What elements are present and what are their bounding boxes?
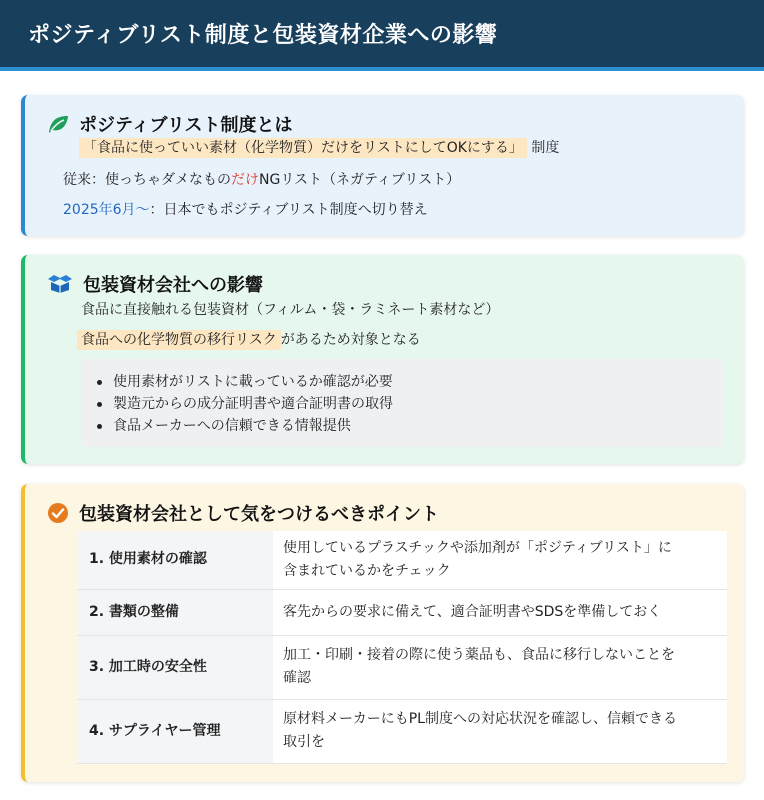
date-label: 2025年6月〜	[63, 202, 150, 218]
point-value-line: 客先からの要求に備えて、適合証明書やSDSを準備しておく	[283, 603, 662, 620]
page-header	[0, 0, 764, 71]
legacy-emphasis: だけ	[231, 172, 259, 188]
point-key: 2. 書類の整備	[77, 589, 273, 635]
section3-title: 包装資材会社として気をつけるべきポイント	[79, 504, 439, 525]
packaging-line	[81, 299, 499, 319]
point-value	[273, 589, 727, 635]
table-row	[77, 589, 727, 635]
packaging-text: 食品に直接触れる包装資材（フィルム・袋・ラミネート素材など）	[81, 302, 500, 318]
section1-title: ポジティブリスト制度とは	[79, 115, 293, 136]
section2-title: 包装資材会社への影響	[83, 275, 263, 296]
list-item: 製造元からの成分証明書や適合証明書の取得	[91, 393, 723, 415]
point-value	[273, 699, 727, 763]
point-value-line: 原材料メーカーにもPL制度への対応状況を確認し、信頼できる	[283, 711, 677, 727]
table-row	[77, 531, 727, 589]
definition-suffix: 制度	[531, 140, 560, 156]
page-title: ポジティブリスト制度と包装資材企業への影響	[28, 23, 498, 48]
table-row	[77, 699, 727, 763]
point-value	[273, 635, 727, 699]
legacy-suffix: NGリスト（ネガティブリスト）	[259, 172, 461, 188]
date-text: ：日本でもポジティブリスト制度へ切り替え	[149, 202, 428, 218]
section2-header	[47, 271, 263, 297]
point-value-line: 含まれているかをチェック	[283, 562, 451, 579]
point-value	[273, 531, 727, 589]
leaf-icon	[47, 114, 69, 134]
point-value-line: 確認	[283, 670, 311, 686]
date-line	[63, 199, 428, 219]
risk-line	[77, 329, 421, 349]
point-value-line: 加工・印刷・接着の際に使う薬品も、食品に移行しないことを	[283, 647, 675, 663]
definition-line	[79, 137, 559, 157]
point-key: 1. 使用素材の確認	[77, 531, 273, 589]
impact-card	[21, 255, 744, 464]
box-icon	[47, 274, 73, 294]
check-circle-icon	[47, 502, 69, 524]
list-item: 食品メーカーへの信頼できる情報提供	[91, 415, 723, 437]
points-card	[21, 484, 744, 782]
impact-bullet-list	[81, 359, 723, 447]
table-row	[77, 635, 727, 699]
legacy-line	[63, 169, 460, 189]
section1-header	[47, 111, 292, 137]
point-key: 4. サプライヤー管理	[77, 699, 273, 763]
point-key: 3. 加工時の安全性	[77, 635, 273, 699]
section3-header	[47, 500, 439, 526]
definition-highlight: 「食品に使っていい素材（化学物質）だけをリストにしてOKにする」	[79, 138, 527, 158]
legacy-prefix: 従来：使っちゃダメなもの	[63, 172, 231, 188]
positive-list-card	[21, 95, 744, 236]
point-value-line: 取引を	[283, 734, 325, 750]
points-table	[77, 531, 727, 764]
risk-highlight: 食品への化学物質の移行リスク	[77, 330, 281, 350]
risk-suffix: があるため対象となる	[280, 332, 421, 348]
point-value-line: 使用しているプラスチックや添加剤が「ポジティブリスト」に	[283, 539, 672, 556]
list-item: 使用素材がリストに載っているか確認が必要	[91, 371, 723, 393]
